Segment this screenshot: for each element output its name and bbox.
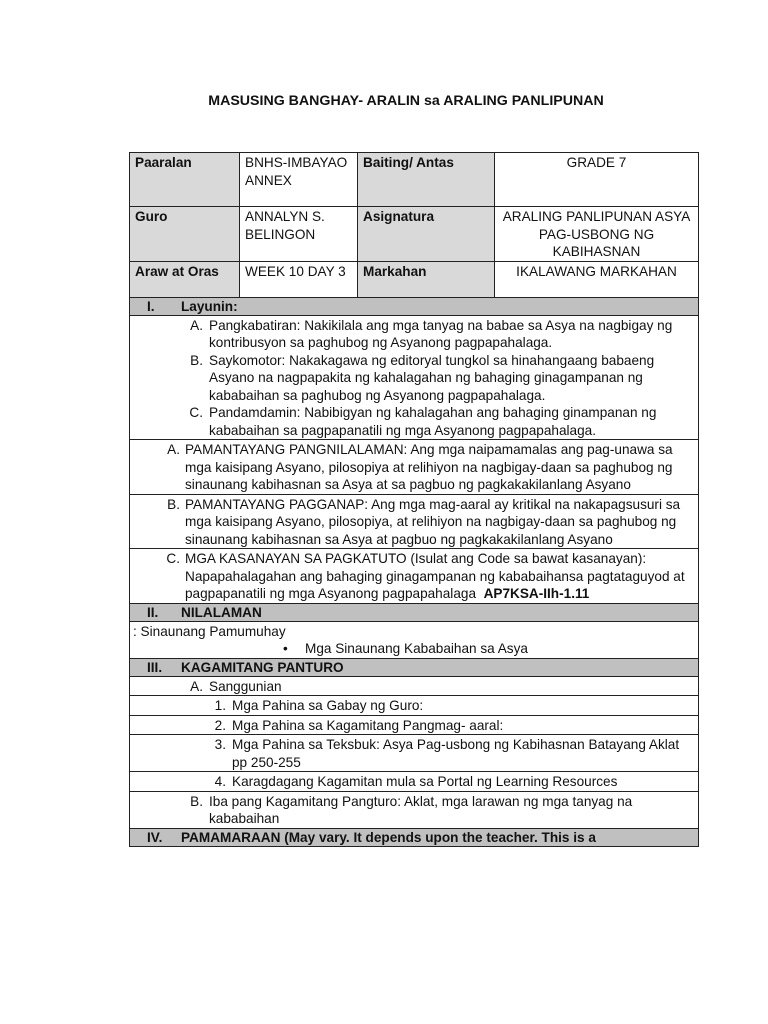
section-header-kagamitan xyxy=(130,658,699,676)
section-label: Layunin: xyxy=(181,298,238,314)
list-item xyxy=(135,793,693,828)
araw-label: Araw at Oras xyxy=(130,261,240,297)
paaralan-label: Paaralan xyxy=(130,153,240,207)
list-marker: B. xyxy=(190,793,203,809)
list-marker: 3. xyxy=(214,737,226,752)
kagamitan-cell xyxy=(130,696,699,716)
kagamitan-cell xyxy=(130,715,699,735)
kagamitan-row xyxy=(130,715,699,735)
section-label: NILALAMAN xyxy=(181,604,262,620)
list-marker: C. xyxy=(166,551,180,566)
bullet-text: Mga Sinaunang Kababaihan sa Asya xyxy=(305,641,528,656)
header-row-schedule xyxy=(130,261,699,297)
header-row-school xyxy=(130,153,699,207)
document-title: MASUSING BANGHAY- ARALIN sa ARALING PANLIPUNAN xyxy=(208,93,604,109)
kagamitan-row xyxy=(130,735,699,772)
list-marker: B. xyxy=(167,496,180,512)
list-item xyxy=(135,773,693,791)
guro-label: Guro xyxy=(130,207,240,262)
section-number: IV. xyxy=(147,829,163,845)
kagamitan-row xyxy=(130,772,699,792)
objective-text: Saykomotor: Nakakagawa ng editoryal tungkol sa hinahangaang babaeng Asyano na nagpapakita ng kahalagahan ng bahaging ginagampanan ng kababaihan sa paghubog ng Asyanong pagpapahalaga. xyxy=(209,352,655,403)
standard-cell xyxy=(130,549,699,604)
standard-row xyxy=(130,549,699,604)
standard-cell xyxy=(130,440,699,495)
list-marker: A. xyxy=(167,442,180,457)
kagamitan-row xyxy=(130,791,699,828)
section-number: II. xyxy=(147,604,159,620)
baitang-value: GRADE 7 xyxy=(495,153,699,207)
lesson-plan-table xyxy=(129,152,699,847)
nilalaman-bullet-item xyxy=(133,640,693,658)
list-item-text: Iba pang Kagamitang Pangturo: Aklat, mga larawan ng mga tanyag na kababaihan xyxy=(209,793,633,826)
competency-text: MGA KASANAYAN SA PAGKATUTO (Isulat ang Code sa bawat kasanayan): Napapahalagahan ang bahaging ginagampanan ng kababaihansa pagtataguyod at pagpapanatili ng mga Asyanong pagpapahalaga xyxy=(185,551,685,601)
bullet-icon: • xyxy=(283,641,288,656)
standard-item xyxy=(135,496,693,549)
list-item-text: Mga Pahina sa Teksbuk: Asya Pag-usbong ng Kabihasnan Batayang Aklat pp 250-255 xyxy=(232,737,680,770)
section-pamamaraan xyxy=(130,828,699,846)
paaralan-value: BNHS-IMBAYAO ANNEX xyxy=(240,153,358,207)
standard-cell xyxy=(130,494,699,549)
section-label: PAMAMARAAN (May vary. It depends upon the teacher. This is a xyxy=(181,829,596,845)
objective-text: Pandamdamin: Nabibigyan ng kahalagahan ang bahaging ginampanan ng kababaihan sa pagpapanatili ng mga Asyanong pagpapahalaga. xyxy=(209,405,657,438)
kagamitan-cell xyxy=(130,791,699,828)
kagamitan-row xyxy=(130,676,699,696)
kagamitan-row xyxy=(130,696,699,716)
list-marker: 4. xyxy=(214,774,226,789)
list-item xyxy=(135,678,693,696)
objectives-row xyxy=(130,315,699,440)
competency-code: AP7KSA-IIh-1.11 xyxy=(483,586,590,601)
list-item xyxy=(135,717,693,735)
kagamitan-cell xyxy=(130,735,699,772)
standard-item xyxy=(135,550,693,603)
section-layunin xyxy=(130,297,699,315)
list-marker: 1. xyxy=(214,698,226,713)
section-header-layunin xyxy=(130,297,699,315)
objective-text: Pangkabatiran: Nakikilala ang mga tanyag na babae sa Asya na nagbigay ng kontribusyon sa paghubog ng Asyanong pagpapahalaga. xyxy=(209,317,673,350)
section-header-pamamaraan xyxy=(130,828,699,846)
nilalaman-row xyxy=(130,621,699,658)
markahan-value: IKALAWANG MARKAHAN xyxy=(495,261,699,297)
kagamitan-cell xyxy=(130,676,699,696)
header-row-teacher xyxy=(130,207,699,262)
list-marker: C. xyxy=(189,405,203,420)
standard-item xyxy=(135,441,693,494)
objectives-cell xyxy=(130,315,699,440)
list-item xyxy=(135,736,693,771)
asignatura-value: ARALING PANLIPUNAN ASYA PAG-USBONG NG KABIHASNAN xyxy=(495,207,699,262)
list-item-text: Karagdagang Kagamitan mula sa Portal ng Learning Resources xyxy=(232,774,618,789)
list-marker: A. xyxy=(190,317,203,333)
standard-text: PAMANTAYANG PAGGANAP: Ang mga mag-aaral ay kritikal na nakapagsusuri sa mga kaisipang Asyano, pilosopiya, at relihiyon na nagbigay-daan sa paghubog ng sinaunang kabihasnan sa Asya at pagbuo ng pagkakakilanlang Asyano xyxy=(185,496,681,547)
list-marker: A. xyxy=(190,678,203,694)
baitang-label: Baiting/ Antas xyxy=(358,153,495,207)
section-label: KAGAMITANG PANTURO xyxy=(181,659,344,675)
section-number: I. xyxy=(147,298,155,314)
standard-text: PAMANTAYANG PANGNILALAMAN: Ang mga naipamamalas ang pag-unawa sa mga kaisipang Asyano, pilosopiya at relihiyon na nagbigay-daan sa paghubog ng sinaunang kabihasnan sa Asya at sa pagbuo ng pagkakakilanlang Asyano xyxy=(185,442,673,492)
list-marker: B. xyxy=(190,352,203,368)
objective-item xyxy=(135,317,693,352)
sanggunian-label: Sanggunian xyxy=(209,678,282,694)
list-item-text: Mga Pahina sa Gabay ng Guro: xyxy=(232,698,424,713)
section-kagamitan xyxy=(130,658,699,676)
section-header-nilalaman xyxy=(130,603,699,621)
objective-item xyxy=(135,352,693,405)
list-marker: 2. xyxy=(214,717,226,733)
list-item-text: Mga Pahina sa Kagamitang Pangmag- aaral: xyxy=(232,717,504,733)
section-nilalaman xyxy=(130,603,699,621)
nilalaman-cell xyxy=(130,621,699,658)
objective-item xyxy=(135,404,693,439)
section-number: III. xyxy=(147,659,163,675)
standard-row xyxy=(130,494,699,549)
list-item xyxy=(135,697,693,715)
guro-value: ANNALYN S. BELINGON xyxy=(240,207,358,262)
asignatura-label: Asignatura xyxy=(358,207,495,262)
araw-value: WEEK 10 DAY 3 xyxy=(240,261,358,297)
nilalaman-topic: : Sinaunang Pamumuhay xyxy=(133,623,286,639)
markahan-label: Markahan xyxy=(358,261,495,297)
kagamitan-cell xyxy=(130,772,699,792)
standard-row xyxy=(130,440,699,495)
standard-text xyxy=(180,550,693,603)
